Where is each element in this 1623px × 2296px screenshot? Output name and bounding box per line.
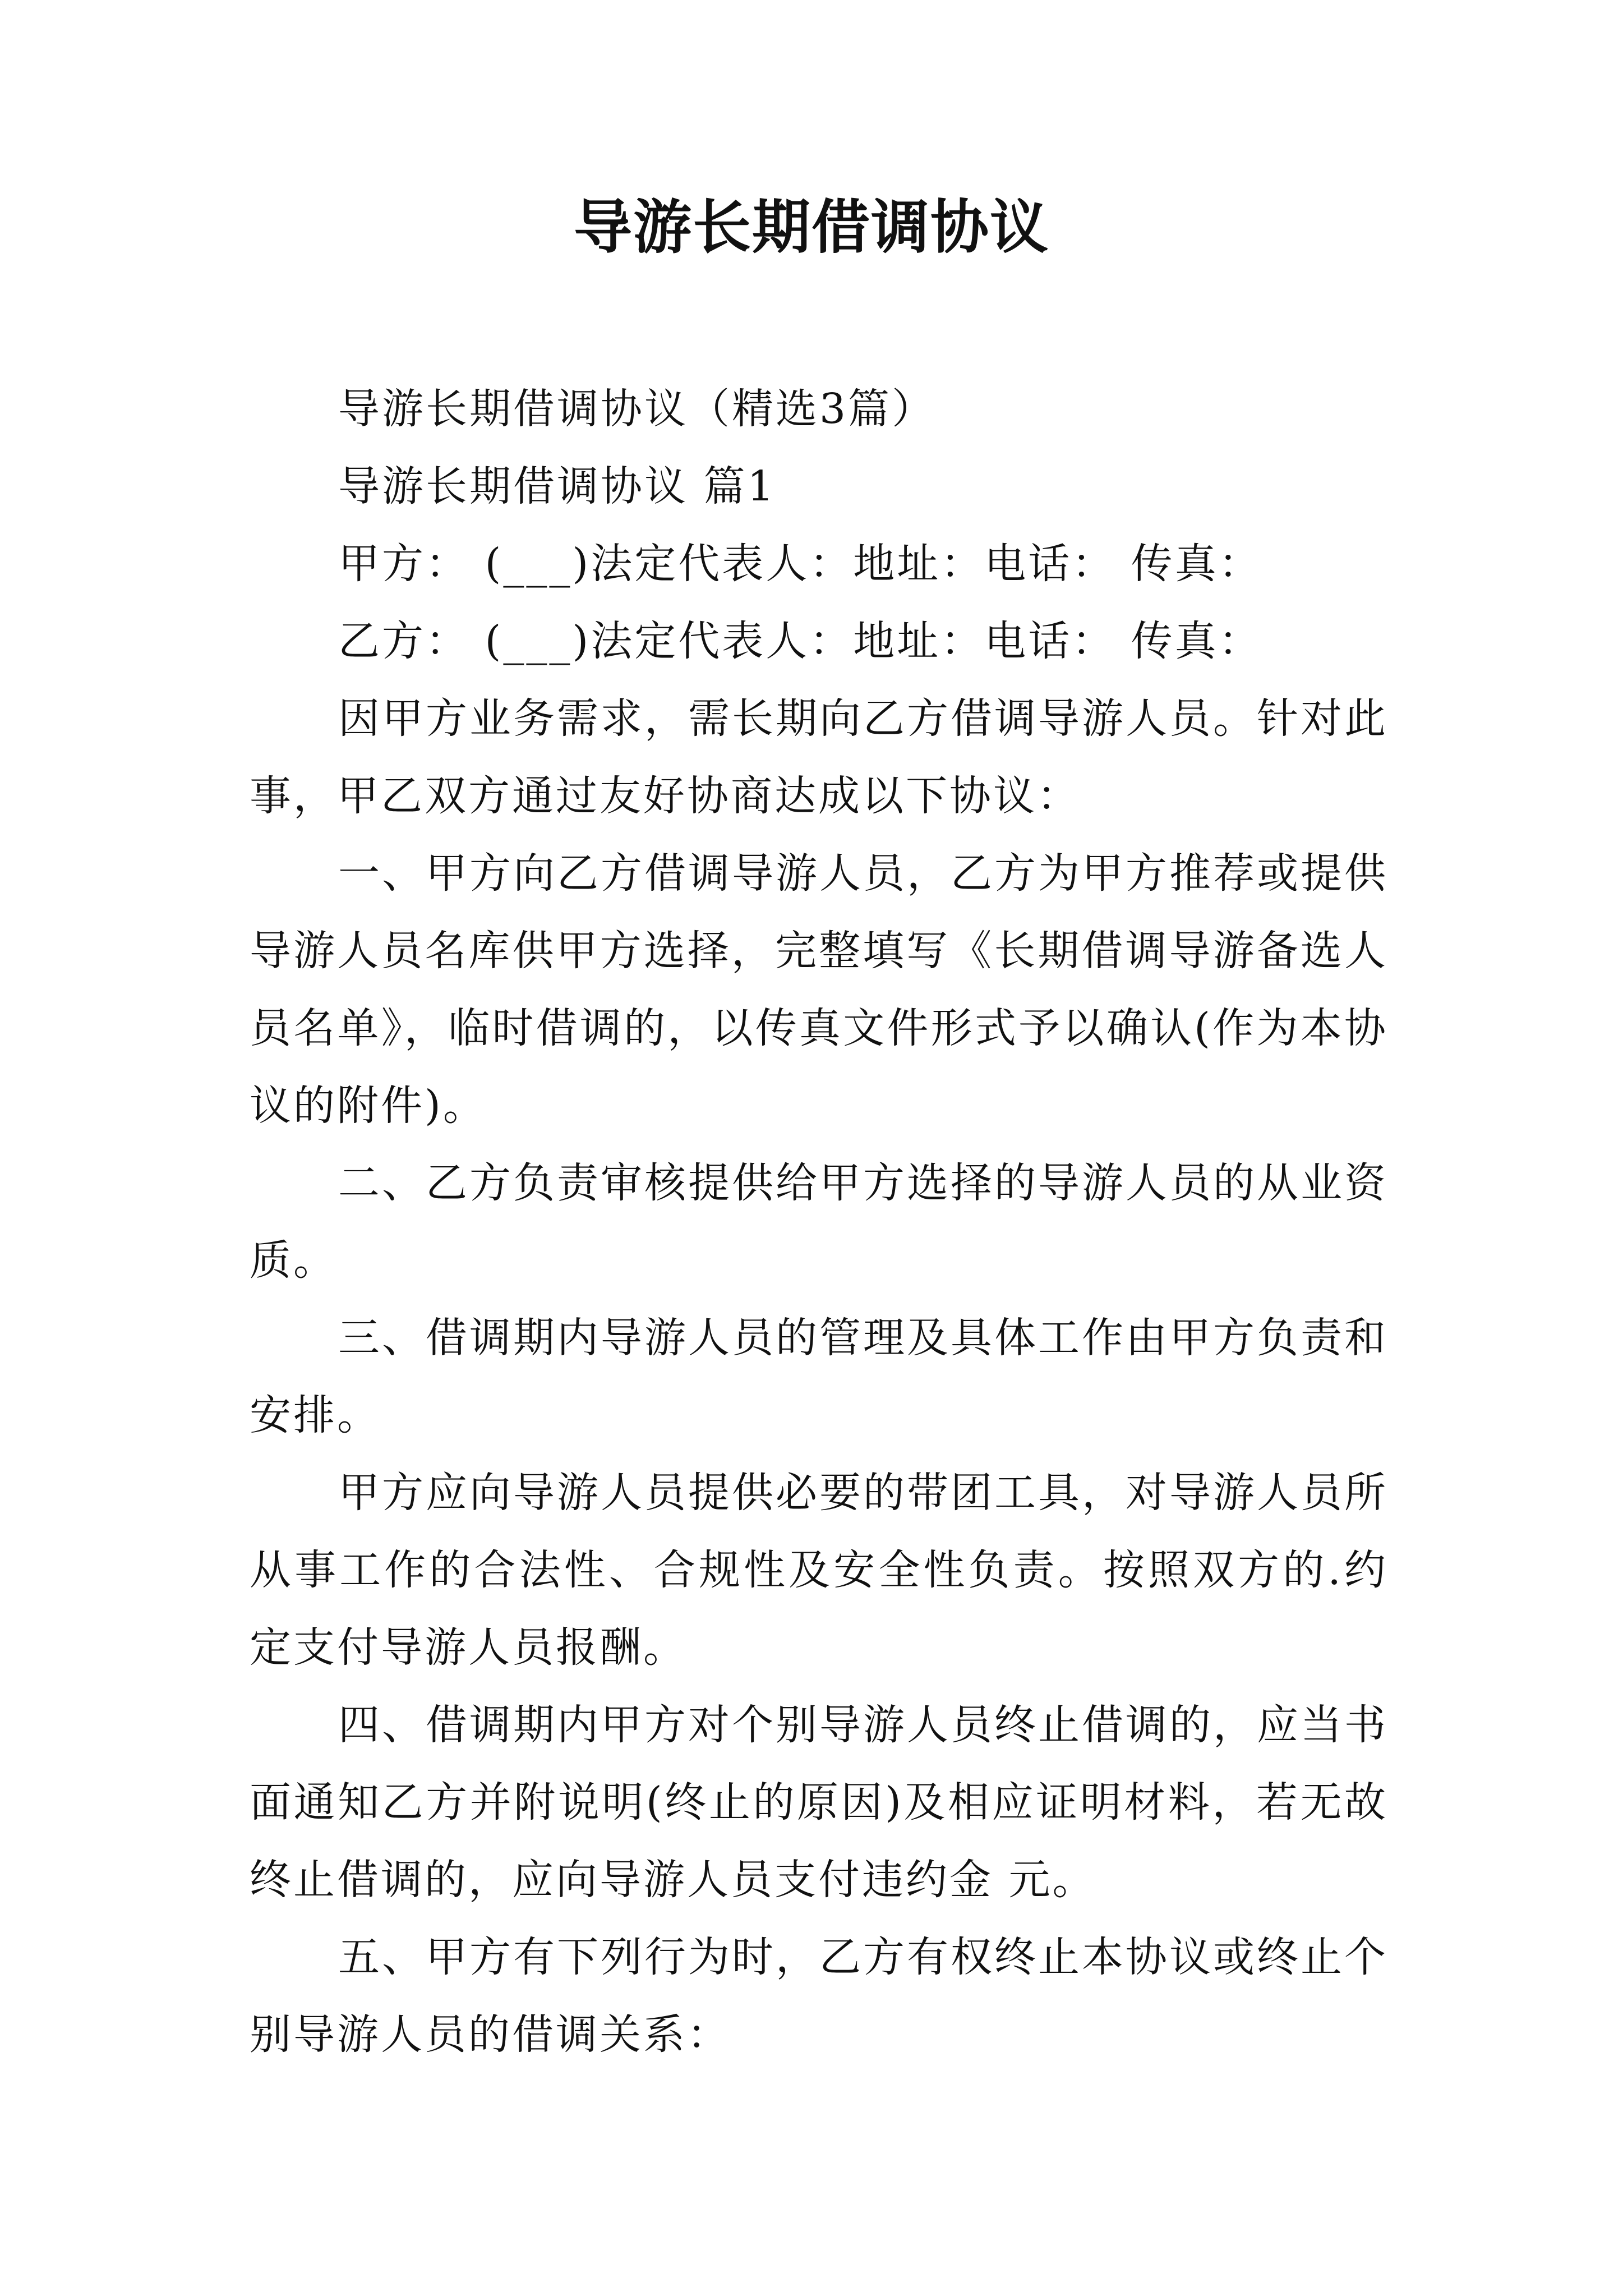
- clause-3-detail: 甲方应向导游人员提供必要的带团工具，对导游人员所从事工作的合法性、合规性及安全性负责。按照双方的.约定支付导游人员报酬。: [250, 1469, 1388, 1672]
- preamble-paragraph: 因甲方业务需求，需长期向乙方借调导游人员。针对此事，甲乙双方通过友好协商达成以下协议：: [250, 694, 1388, 820]
- section-heading: 导游长期借调协议 篇1: [338, 462, 776, 510]
- document-body: [250, 370, 1388, 2073]
- party-b-line: 乙方： (___)法定代表人：地址：电话： 传真：: [338, 617, 1262, 665]
- clause-5: 五、甲方有下列行为时，乙方有权终止本协议或终止个别导游人员的借调关系：: [250, 1933, 1388, 2059]
- document-title: 导游长期借调协议: [573, 193, 1049, 261]
- clause-3: 三、借调期内导游人员的管理及具体工作由甲方负责和安排。: [250, 1314, 1388, 1439]
- clause-4: 四、借调期内甲方对个别导游人员终止借调的，应当书面通知乙方并附说明(终止的原因)及相应证明材料，若无故终止借调的，应向导游人员支付违约金 元。: [250, 1701, 1388, 1904]
- clause-2: 二、乙方负责审核提供给甲方选择的导游人员的从业资质。: [250, 1159, 1388, 1285]
- subtitle-line: 导游长期借调协议（精选3篇）: [338, 385, 936, 433]
- clause-1: 一、甲方向乙方借调导游人员，乙方为甲方推荐或提供导游人员名库供甲方选择，完整填写《长期借调导游备选人员名单》，临时借调的，以传真文件形式予以确认(作为本协议的附件)。: [250, 849, 1388, 1130]
- party-a-line: 甲方： (___)法定代表人：地址：电话： 传真：: [338, 540, 1262, 588]
